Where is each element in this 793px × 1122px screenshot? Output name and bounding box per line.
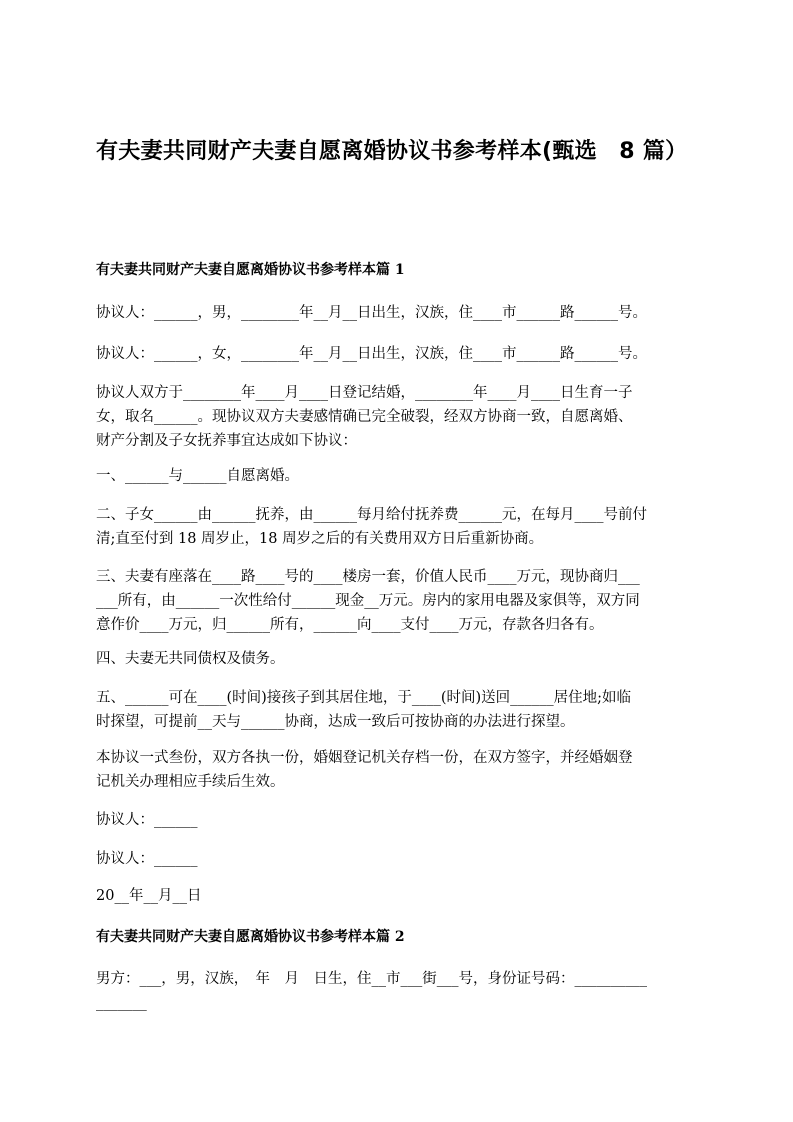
- section-2-party-male-line: 男方：___，男，汉族， 年 月 日生，住__市___街___号，身份证号码：__________ _______: [96, 971, 647, 1011]
- clause-2: 二、子女______由______抚养，由______每月给付抚养费______元，在每月____号前付 清;直至付到 18 周岁止，18 周岁之后的有关费用双方日后重新协商。: [96, 507, 647, 547]
- clause-3: 三、夫妻有座落在____路____号的____楼房一套，价值人民币____万元，现协商归___ ___所有，由______一次性给付______现金__万元。房内的家用电器及家俱等，双方同 意作价____万元，归______所有，______向____支付____万元，存款各归各有。: [96, 569, 640, 633]
- clause-4: 四、夫妻无共同债权及债务。: [96, 651, 285, 667]
- clause-5: 五、______可在____(时间)接孩子到其居住地，于____(时间)送回______居住地;如临 时探望，可提前__天与______协商，达成一致后可按协商的办法进行探望。: [96, 690, 632, 730]
- signature-line-1: 协议人：______: [96, 812, 198, 828]
- date-line: 20__年__月__日: [96, 888, 202, 904]
- section-1-heading: 有夫妻共同财产夫妻自愿离婚协议书参考样本篇 1: [96, 262, 405, 278]
- document-title: 有夫妻共同财产夫妻自愿离婚协议书参考样本(甄选 8 篇）: [96, 139, 688, 164]
- party-male-line: 协议人：______，男，________年__月__日出生，汉族，住____市______路______号。: [96, 305, 647, 321]
- party-female-line: 协议人：______，女，________年__月__日出生，汉族，住____市______路______号。: [96, 346, 647, 362]
- section-2-heading: 有夫妻共同财产夫妻自愿离婚协议书参考样本篇 2: [96, 929, 405, 945]
- clause-1: 一、______与______自愿离婚。: [96, 468, 299, 484]
- closing-paragraph: 本协议一式叁份，双方各执一份，婚姻登记机关存档一份，在双方签字，并经婚姻登 记机关办理相应手续后生效。: [96, 750, 633, 790]
- signature-line-2: 协议人：______: [96, 851, 198, 867]
- preamble-paragraph: 协议人双方于________年____月____日登记结婚，________年____月____日生育一子 女，取名______。现协议双方夫妻感情确已完全破裂，经双方协商一致，自愿离婚、 财产分割及子女抚养事宜达成如下协议：: [96, 385, 633, 449]
